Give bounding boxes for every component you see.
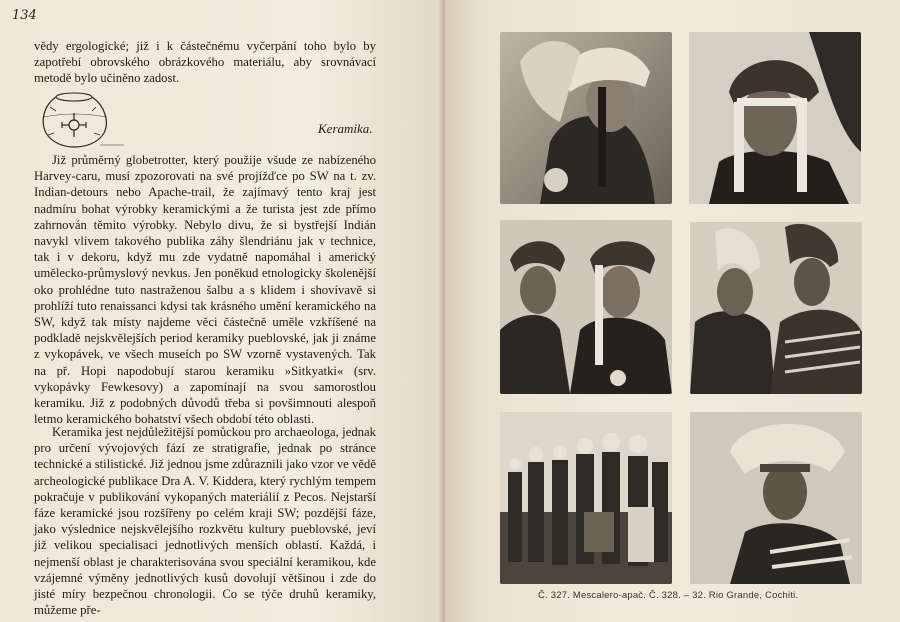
photo-man-woman-regalia [500,220,672,394]
paragraph-1: Již průměrný globetrotter, který použije všude ze nabízeného Harvey-caru, musí zpozorovati na své projížďce po SW na t. zv. Indian-detours nebo Apache-trail, že zajímavý tento kraj jest nadmíru bohat výrobky keramickými a že turista jest zde přímo zahrnován těmito výrobky. Nebylo divu, že si bystřejší Indián navykl vlivem takového publika záhy šlendriánu jak v technice, tak i v dekoru, když mu zde vydatně napomáhal i americký umělecko-průmyslový nevkus. Jen poněkud etnologicky školenější oko prohlédne tuto nastraženou šalbu a s klidem i shovívavě si prohlíží tuto renaissanci kdysi tak krásného umění keramického na SW, když tak místy najdeme věci částečně uměle vzkříšené na podkladě nejskvělejších period keramiky pueblovské, jak ji známe z vykopávek, ve všech museích po SW vzorně vystavených. Tak na př. Hopi napodobují starou keramiku »Sitkyatki« (srv. vykopávky Fewkesovy) a zapomínají na svou samorostlou keramiku. Již z podobných důvodů třeba si povšimnouti alespoň letmo keramického bohatství všech období této oblasti. [34,153,376,427]
photo-girl-headdress [500,32,672,204]
section-heading: Keramika. [318,121,373,136]
photo-man-large-headdress [690,412,862,584]
left-page [0,0,445,622]
paragraph-2: Keramika jest nejdůležitější pomůckou pro archaeologa, jednak pro určení vývojových fází ze stratigrafie, jednak po stránce technické a stilistické. Již jednou jsme zdůraznili jako vzor ve vědě archeologické publikace Dra A. V. Kiddera, který rychlým tempem pokračuje v publikování vykopaných materiálií z Pecos. Nejstarší fáze keramické jsou rozšířeny po celém kraji SW; pozdější fáze, jako výslednice nejskvělejšího rozkvětu kultury pueblovské, jeví již velikou specialisaci jednotlivých menších oblastí. Každá, i nejmenší oblast je charakterisována svou speciální keramikou, kde vzájemné výměny jednotlivých kusů dovolují většinou i zde do jisté míry bezpečnou chronologii. Co se týče druhů keramiky, můžeme pře- [34,425,376,618]
intro-paragraph: vědy ergologické; již i k částečnému vyčerpání toho bylo by zapotřebí obrovského obrázkového materiálu, aby srovnávací metodě bylo učiněno zadost. [34,39,376,86]
pottery-vessel-drawing [34,87,126,151]
photo-group-dancers [500,412,672,584]
page-number: 134 [12,8,37,23]
photo-elder-headdress [689,32,861,204]
photo-caption: Č. 327. Mescalero-apač. Č. 328. – 32. Rio Grande, Cochiti. [538,590,799,601]
photo-two-men-blankets [690,222,862,394]
